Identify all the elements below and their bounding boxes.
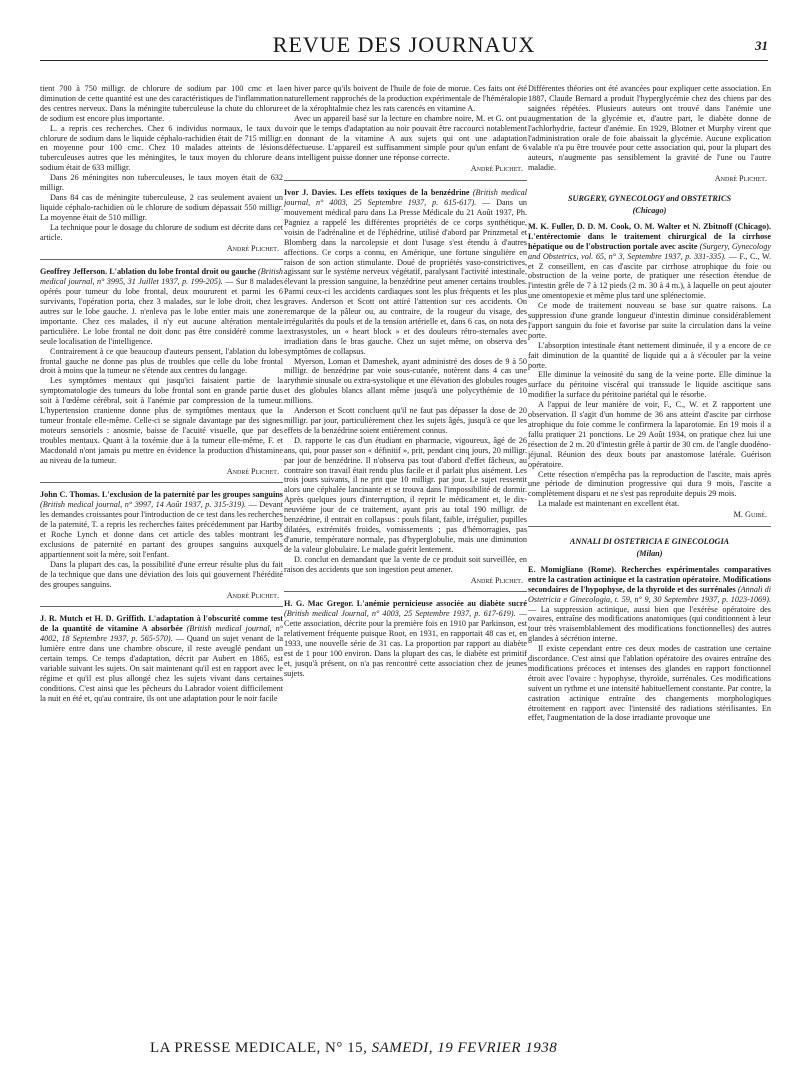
article-reference: (British medical journal, n° 4002, 18 Septembre 1937, p. 565-570). xyxy=(40,624,283,644)
paragraph: A l'appui de leur manière de voir, F., C., W. et Z rapportent une observation. Il s'agit d'un homme de 36 ans atteint d'ascite par cirrhose atrophique du foie comme le confirmera la laparotomie. En 19 mois il a fallu pratiquer 21 ponctions. Le 29 Août 1934, on pratique chez lui une résection de 2 m. 20 d'intestin grêle à partir de 30 cm. de l'angle duodéno-jéjunal. Réunion des deux bouts par anastomose latérale. Guérison opératoire. xyxy=(528,400,771,469)
article-reference: (British medical journal, n° 3995, 31 Juillet 1937, p. 199-205). xyxy=(40,267,283,287)
footer-issue: N° 15, xyxy=(325,1040,368,1056)
article-separator xyxy=(40,259,283,260)
paragraph: Ce mode de traitement nouveau se base sur quatre raisons. La suppression d'une grande longueur d'intestin diminue considérablement l'apport sanguin du foie et favorise par suite la circulation dans la veine porte. xyxy=(528,301,771,340)
paragraph: Dans 84 cas de méningite tuberculeuse, 2 cas seulement avaient un liquide céphalo-rachidien où le chlorure de sodium dépassait 550 milligr. La moyenne était de 510 milligr. xyxy=(40,192,283,222)
article-text: — Devant les demandes croissantes pour l'introduction de ce test dans les recherches de la paternité, T. a repris les recherches faites précédemment par Hartby et Roche Lynch et donne dans cet article des tables montrant les exclusions de paternité en partant des groupes sanguins auxquels appartiennent soit la mère, soit l'enfant. xyxy=(40,500,283,559)
article-text: — Quand un sujet venant de la lumière entre dans une chambre obscure, il reste aveuglé pendant un certain temps. Ce temps d'adaptation, décrit par Aubert en 1865, est variable suivant les sujets. On sait maintenant qu'il est en rapport avec le régime et qu'il est plus allongé chez les sujets vivant dans certaines conditions. C'est ainsi que les pêcheurs du Labrador voient difficilement la nuit en été et, qu'au contraire, ils ont une adaptation pour le noir facile xyxy=(40,634,283,703)
paragraph: Avec un appareil basé sur la lecture en chambre noire, M. et G. ont pu voir que le temps d'adaptation au noir pouvait être raccourci notablement en donnant de la vitamine A aux sujets qui ont une adaptation défectueuse. L'appareil est suffisamment simple pour qu'un enfant de 6 ans intelligent puisse donner une réponse correcte. xyxy=(284,113,527,163)
footer-journal: LA PRESSE MEDICALE, xyxy=(150,1040,321,1056)
article-title: J. R. Mutch et H. D. Griffith. L'adaptation à l'obscurité comme test de la quantité de vitamine A absorbée xyxy=(40,614,283,634)
article-reference: (Annali di Ostetricia e Ginecologia, t. 59, n° 9, 30 Septembre 1937, p. 1023-1069). xyxy=(528,584,771,604)
paragraph: D. conclut en demandant que la vente de ce produit soit surveillée, en raison des accidents que son ingestion peut amener. xyxy=(284,554,527,574)
article-title: Geoffrey Jefferson. L'ablation du lobe frontal droit ou gauche xyxy=(40,267,256,277)
article-reference: (Surgery, Gynecology and Obstetrics, vol. 65, n° 3, Septembre 1937, p. 331-335). xyxy=(528,241,771,261)
article-title: H. G. Mac Gregor. L'anémie pernicieuse associée au diabète sucré xyxy=(284,599,527,609)
article-text: — La suppression actinique, aussi bien que l'exérèse opératoire des ovaires, entraîne des modifications anatomiques (qui conditionnent à leur tour très vraisemblablement des modifications fonctionnelles) des autres glandes à sécrétion interne. xyxy=(528,604,771,644)
article-title: M. K. Fuller, D. D. M. Cook, O. M. Walter et N. Zbitnoff (Chicago). L'entérectomie dans le traitement chirurgical de la cirrhose hépatique ou de l'obstruction portale avec ascite xyxy=(528,221,771,251)
paragraph: Dans la plupart des cas, la possibilité d'une erreur résulte plus du fait de la technique que dans une déviation des lois qui gouvernent l'hérédité des groupes sanguins. xyxy=(40,559,283,589)
column-2 xyxy=(284,84,527,1029)
column-3 xyxy=(528,84,771,1029)
page-footer xyxy=(150,1040,710,1057)
paragraph: Dans 26 méningites non tuberculeuses, le taux moyen était de 632 milligr. xyxy=(40,173,283,193)
author-signature: André Plichet. xyxy=(470,164,523,174)
paragraph: Les symptômes mentaux qui jusqu'ici faisaient partie de la symptomatologie des tumeurs du lobe frontal sont en grande partie dus soit à l'œdème cérébral, soit à l'anémie par compression de la tumeur. L'hypertension cranienne donne plus de symptômes mentaux que la tumeur frontale elle-même. Celle-ci se signale davantage par des signes moteurs sensoriels : anosmie, baisse de l'acuité visuelle, que par des troubles mentaux. Quant à la toxémie due à la tumeur elle-même, F. et Macdonald n'ont jamais pu mettre en évidence la production d'histamine au niveau de la tumeur. xyxy=(40,376,283,465)
article-text: — Cette association, décrite pour la première fois en 1910 par Parkinson, est relativement fréquente puisque Root, en 1931, en rapportait 48 cas et, en 1933, une nouvelle série de 31 cas. La proportion par rapport au diabète est de 1 pour 100 environ. Dans la plupart des cas, le diabète est primitif et, jusqu'à présent, on n'a pas rencontré cette association chez de jeunes sujets. xyxy=(284,609,527,678)
paragraph: Il existe cependant entre ces deux modes de castration une certaine discordance. C'est ainsi que l'ablation opératoire des ovaires entraîne des modifications précoces et intenses des glandes en rapport fonctionnel étroit avec l'ovaire : hypophyse, thyroïde, surrénales. Ces modifications suivent un rythme et une intensité habituellement constante. Par contre, la castration actinique entraîne des changements morphologiques étroitement en rapport avec l'intensité des radiations stérilisantes. En effet, l'augmentation de la dose irradiante provoque une xyxy=(528,644,771,723)
article-heading xyxy=(284,599,527,678)
paragraph: Contrairement à ce que beaucoup d'auteurs pensent, l'ablation du lobe frontal gauche ne donne pas plus de troubles que celle du lobe frontal droit à moins que la tumeur ne s'étende aux centres du langage. xyxy=(40,346,283,376)
article-separator xyxy=(40,482,283,483)
article-heading xyxy=(40,614,283,703)
author-signature: M. Guibé. xyxy=(733,510,767,520)
article-title: Ivor J. Davies. Les effets toxiques de la benzédrine xyxy=(284,188,470,198)
section-heading: ANNALI DI OSTETRICIA E GINECOLOGIA xyxy=(569,537,730,547)
article-text: — Sur 8 malades opérés pour tumeur du lobe frontal, deux moururent et parmi les 6 survivants, l'opération porta, chez 3 malades, sur le lobe droit, chez les autres sur le lobe gauche. J. n'enleva pas le lobe entier mais une zone importante. Chez ces malades, il n'y eut aucune altération mentale particulière. Le lobe frontal ne doit donc pas être considéré comme la seule localisation de l'intelligence. xyxy=(40,277,283,346)
author-signature: André Plichet. xyxy=(714,174,767,184)
paragraph: tient 700 à 750 milligr. de chlorure de sodium par 100 cmc et la diminution de cette quantité est une des caractéristiques de l'inflammation des centres nerveux. Dans la méningite tuberculeuse la chute du chlorure de sodium est encore plus importante. xyxy=(40,84,283,123)
article-separator xyxy=(528,526,771,527)
article-heading xyxy=(528,565,771,644)
journal-title: REVUE DES JOURNAUX xyxy=(272,32,536,57)
article-heading xyxy=(40,490,283,559)
article-heading xyxy=(40,267,283,346)
column-1 xyxy=(40,84,283,1029)
article-separator xyxy=(284,180,527,181)
paragraph: L. a repris ces recherches. Chez 6 individus normaux, le taux du chlorure de sodium dans le liquide céphalo-rachidien était de 715 milligr. en moyenne pour 100 cmc. Chez 10 malades atteints de lésions tuberculeuses autres que les méningites, le taux moyen du chlorure de sodium était de 633 milligr. xyxy=(40,123,283,173)
paragraph: Anderson et Scott concluent qu'il ne faut pas dépasser la dose de 20 milligr. par jour, particulièrement chez les sujets âgés, jusqu'à ce que les effets de la benzédrine soient entièrement connus. xyxy=(284,406,527,435)
article-reference: (British medical Journal, n° 4003, 25 Septembre 1937, p. 617-619). xyxy=(284,609,516,619)
footer-day: SAMEDI, xyxy=(371,1040,434,1056)
paragraph: L'absorption intestinale étant nettement diminuée, il y a encore de ce fait diminution de la quantité de liquide qui a à s'écouler par la veine porte. xyxy=(528,340,771,370)
page-number: 31 xyxy=(755,38,768,53)
footer-date: 19 FEVRIER 1938 xyxy=(437,1040,558,1056)
article-reference: (British medical journal, n° 3997, 14 Août 1937, p. 315-319). xyxy=(40,500,247,510)
article-text: — F., C., W. et Z conseillent, en cas d'ascite par cirrhose atrophique du foie ou obstruction de la veine porte, de pratiquer une résection étendue de l'intestin grêle de 7 à 12 pieds (2 m. 30 à 4 m.), à laquelle on peut ajouter une omentopexie et même plus tard une splénectomie. xyxy=(528,251,771,301)
article-text: — Dans un mouvement médical paru dans La Presse Médicale du 21 Août 1937, Ph. Pagniez a rappelé les différentes propriétés de ce corps synthétique, voisin de l'adrénaline et de l'éphédrine, utilisé d'abord par Prinzmetal et Blomberg dans la narcolepsie et dont l'usage s'est étendu à d'autres affections. Ce corps a connu, en Amérique, une fortune singulière en raison de son action stimulante. Doué de propriétés vaso-constrictives, agissant sur le système nerveux végétatif, paralysant l'activité intestinale, élevant la pression sanguine, la benzédrine peut amener certains troubles. Parmi ceux-ci les accidents cardiaques sont les plus fréquents et les plus graves. Anderson et Scott ont attiré l'attention sur ces accidents. On remarque de la pâleur ou, au contraire, de la rougeur du visage, des irrégularités du pouls et de la tension artérielle et, dans 6 cas, on nota des extrasystoles, un « heart block » et des douleurs rétro-sternales avec irradiation dans le bras gauche. Chez un sujet même, on observa des symptômes de collapsus. xyxy=(284,198,527,356)
paragraph: La technique pour le dosage du chlorure de sodium est décrite dans cet article. xyxy=(40,222,283,242)
article-heading xyxy=(284,188,527,356)
paragraph: D. rapporte le cas d'un étudiant en pharmacie, vigoureux, âgé de 26 ans, qui, pour passer son « définitif », prit, pendant cinq jours, 20 milligr. par jour de benzédrine. Il n'observa pas tout d'abord d'effet fâcheux, au contraire son travail était rendu plus facile et il parlait plus aisément. Les trois jours suivants, il ne prit que 10 milligr. par jour. Le sujet ressentit alors une céphalée lancinante et se trouva dans l'impossibilité de dormir. Après quelques jours d'interruption, il reprit le médicament et, le dix-neuvième jour de ce traitement, ayant pris au total 190 milligr. de benzédrine, il entrait en collapsus : pouls filant, faible, irrégulier, pupilles dilatées, extrémités froides, vomissements ; pas d'hémorragies, pas d'anurie, température normale, pas d'hyperglobulie, mais une diminution de la valeur globulaire. Le malade guérit lentement. xyxy=(284,435,527,554)
paragraph: Cette résection n'empêcha pas la reproduction de l'ascite, mais après une période de diminution progressive qui dura 9 mois, l'ascite a complètement disparu et ne s'est pas reproduite depuis 29 mois. xyxy=(528,469,771,499)
paragraph: La malade est maintenant en excellent état. xyxy=(538,499,680,509)
article-separator xyxy=(40,606,283,607)
header-rule xyxy=(40,60,768,61)
paragraph: Myerson, Loman et Dameshek, ayant administré des doses de 9 à 50 milligr. de benzédrine par voie sous-cutanée, notèrent dans 4 cas une arythmie sinusale ou extra-systolique et une élévation des globules rouges et des globules blancs allant même jusqu'à une polycythémie de 10 millions. xyxy=(284,356,527,406)
article-title: E. Momigliano (Rome). Recherches expérimentales comparatives entre la castration actinique et la castration opératoire. Modifications secondaires de l'hypophyse, de la thyroïde et des surrénales xyxy=(528,564,771,594)
author-signature: André Plichet. xyxy=(470,575,523,585)
article-heading xyxy=(528,222,771,301)
author-signature: André Plichet. xyxy=(226,243,279,253)
paragraph: Elle diminue la veinosité du sang de la veine porte. Elle diminue la surface du péritoine viscéral qui transsude le liquide ascitique sans modifier la surface du péritoine pariétal qui le résorbe. xyxy=(528,370,771,400)
paragraph: en hiver parce qu'ils boivent de l'huile de foie de morue. Ces faits ont été naturellement rapprochés de la production expérimentale de l'héméralopie et de la xérophtalmie chez les rats carencés en vitamine A. xyxy=(284,84,527,113)
section-heading: SURGERY, GYNECOLOGY and OBSTETRICS xyxy=(567,194,732,204)
paragraph: Différentes théories ont été avancées pour expliquer cette association. En 1887, Claude Bernard a produit l'hyperglycémie chez des chiens par des saignées répétées. Plusieurs auteurs ont trouvé dans l'anémie une augmentation de la glycémie et, d'autre part, le diabète donne de l'achlorhydrie, facteur d'anémie. En 1929, Blotner et Murphy virent que l'administration orale de foie abaissait la glycémie. Aucune explication valable n'a pu être trouvée pour cette association qui, pour la plupart des auteurs, n'augmente pas sensiblement la gravité de l'une ou l'autre maladie. xyxy=(528,84,771,173)
page-header xyxy=(40,28,768,62)
author-signature: André Plichet. xyxy=(226,590,279,600)
article-separator xyxy=(284,591,527,592)
section-city: (Chicago) xyxy=(632,205,667,215)
article-title: John C. Thomas. L'exclusion de la paternité par les groupes sanguins xyxy=(40,490,283,500)
section-city: (Milan) xyxy=(636,548,663,558)
article-reference: (British medical journal, n° 4003, 25 Septembre 1937, p. 615-617). xyxy=(284,188,527,208)
author-signature: André Plichet. xyxy=(226,466,279,476)
